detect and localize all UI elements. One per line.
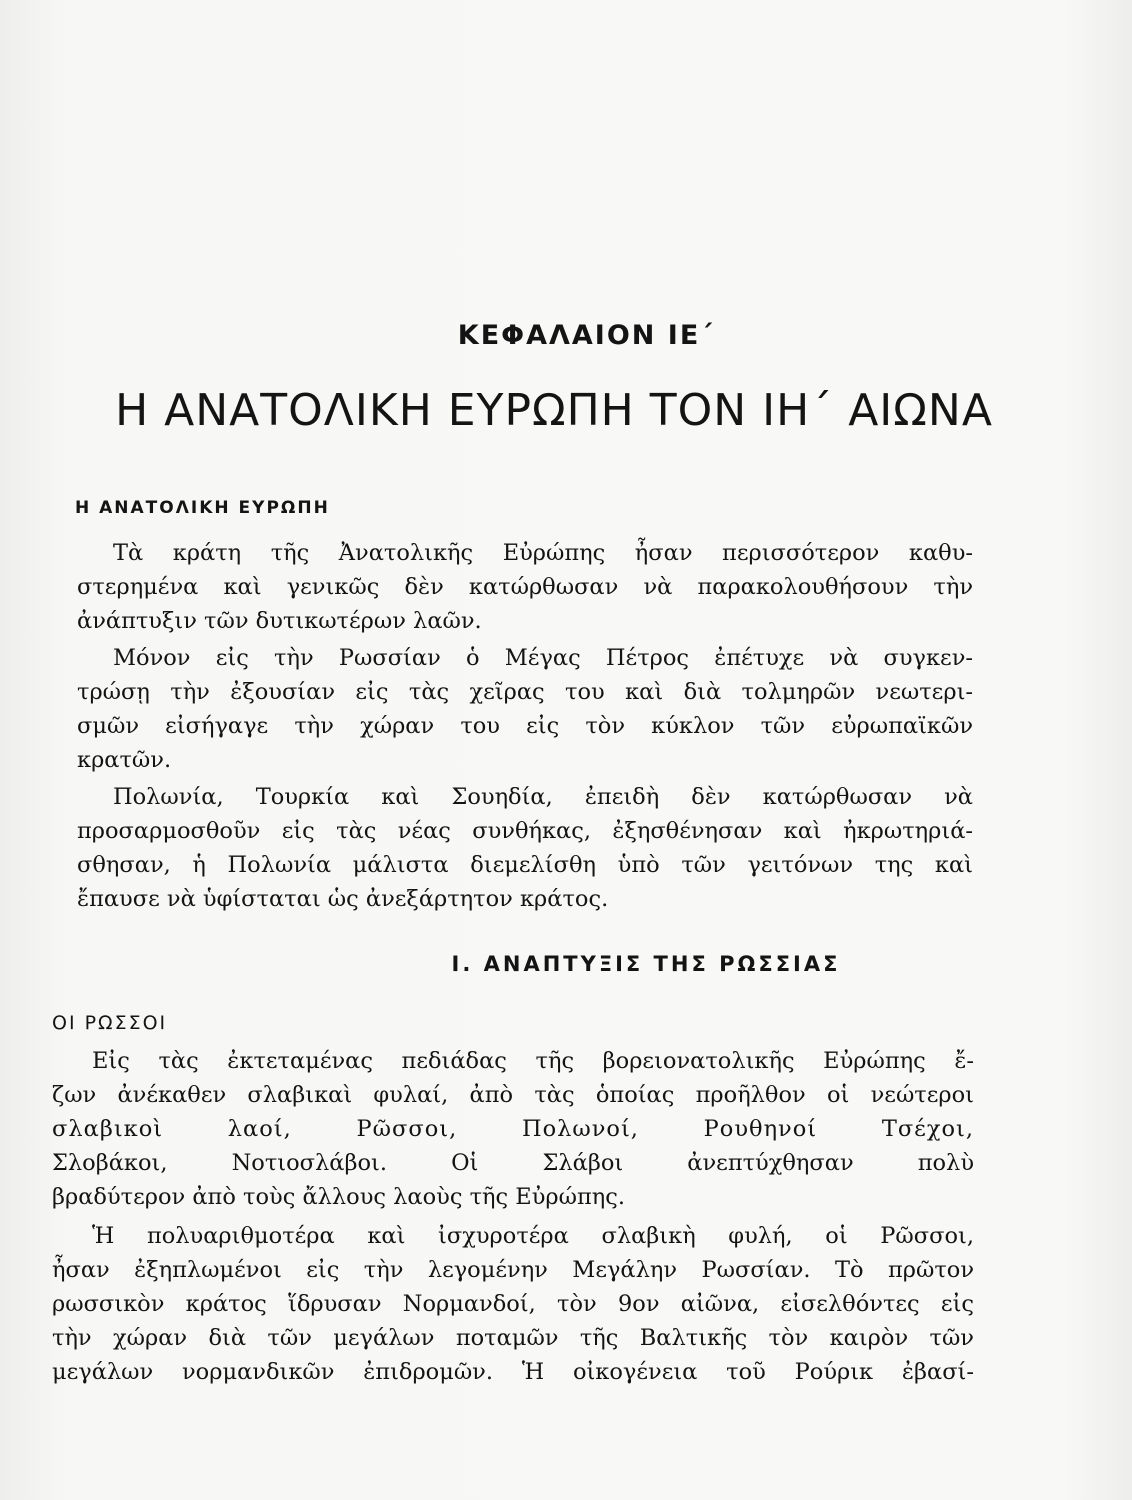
subsection-title: Ι. ΑΝΑΠΤΥΞΙΣ ΤΗΣ ΡΩΣΣΙΑΣ: [451, 952, 841, 976]
text-line: τρώσῃ τὴν ἐξουσίαν εἰς τὰς χεῖρας του καὶ διὰ τολμηρῶν νεωτερι-: [77, 679, 973, 705]
subsection-heading: ΟΙ ΡΩΣΣΟΙ: [52, 1012, 168, 1034]
paragraph: [52, 1219, 974, 1389]
chapter-label: ΚΕΦΑΛΑΙΟΝ ΙΕ΄: [457, 320, 715, 351]
paragraph: [77, 641, 973, 777]
text-line: Τὰ κράτη τῆς Ἀνατολικῆς Εὐρώπης ἦσαν περισσότερον καθυ-: [113, 540, 973, 566]
paragraph: [77, 536, 973, 638]
text-line: σμῶν εἰσήγαγε τὴν χώραν του εἰς τὸν κύκλον τῶν εὐρωπαϊκῶν: [77, 713, 973, 739]
text-line: Σλοβάκοι, Νοτιοσλάβοι. Οἱ Σλάβοι ἀνεπτύχθησαν πολὺ: [52, 1150, 974, 1176]
text-line: ἔπαυσε νὰ ὑφίσταται ὡς ἀνεξάρτητον κράτος.: [77, 886, 609, 912]
text-line: τὴν χώραν διὰ τῶν μεγάλων ποταμῶν τῆς Βαλτικῆς τὸν καιρὸν τῶν: [52, 1325, 974, 1351]
text-line: ἦσαν ἐξηπλωμένοι εἰς τὴν λεγομένην Μεγάλην Ρωσσίαν. Τὸ πρῶτον: [52, 1257, 974, 1283]
text-line: στερημένα καὶ γενικῶς δὲν κατώρθωσαν νὰ παρακολουθήσουν τὴν: [77, 574, 973, 600]
text-line: βραδύτερον ἀπὸ τοὺς ἄλλους λαοὺς τῆς Εὐρώπης.: [52, 1184, 625, 1210]
text-line: προσαρμοσθοῦν εἰς τὰς νέας συνθήκας, ἐξησθένησαν καὶ ἠκρωτηριά-: [77, 818, 973, 844]
section-heading: Η ΑΝΑΤΟΛΙΚΗ ΕΥΡΩΠΗ: [75, 498, 330, 518]
text-line: σθησαν, ἡ Πολωνία μάλιστα διεμελίσθη ὑπὸ τῶν γειτόνων της καὶ: [77, 852, 973, 878]
chapter-title: Η ΑΝΑΤΟΛΙΚΗ ΕΥΡΩΠΗ ΤΟΝ ΙΗ΄ ΑΙΩΝΑ: [115, 385, 993, 436]
text-line: Πολωνία, Τουρκία καὶ Σουηδία, ἐπειδὴ δὲν κατώρθωσαν νὰ: [113, 784, 973, 810]
text-line: κρατῶν.: [77, 747, 172, 773]
text-line: ζων ἀνέκαθεν σλαβικαὶ φυλαί, ἀπὸ τὰς ὁποίας προῆλθον οἱ νεώτεροι: [52, 1082, 974, 1108]
text-line: Εἰς τὰς ἐκτεταμένας πεδιάδας τῆς βορειονατολικῆς Εὐρώπης ἔ-: [92, 1048, 974, 1074]
text-line: Μόνον εἰς τὴν Ρωσσίαν ὁ Μέγας Πέτρος ἐπέτυχε νὰ συγκεν-: [113, 645, 973, 671]
text-line: Ἡ πολυαριθμοτέρα καὶ ἰσχυροτέρα σλαβικὴ φυλή, οἱ Ρῶσσοι,: [92, 1223, 974, 1249]
paragraph: [52, 1044, 974, 1214]
text-line: ρωσσικὸν κράτος ἵδρυσαν Νορμανδοί, τὸν 9ον αἰῶνα, εἰσελθόντες εἰς: [52, 1291, 974, 1317]
text-line: ἀνάπτυξιν τῶν δυτικωτέρων λαῶν.: [77, 608, 482, 634]
text-line: μεγάλων νορμανδικῶν ἐπιδρομῶν. Ἡ οἰκογένεια τοῦ Ρούρικ ἐβασί-: [52, 1359, 974, 1385]
text-line: σλαβικοὶ λαοί, Ρῶσσοι, Πολωνοί, Ρουθηνοί Τσέχοι,: [52, 1116, 974, 1142]
paragraph: [77, 780, 973, 916]
